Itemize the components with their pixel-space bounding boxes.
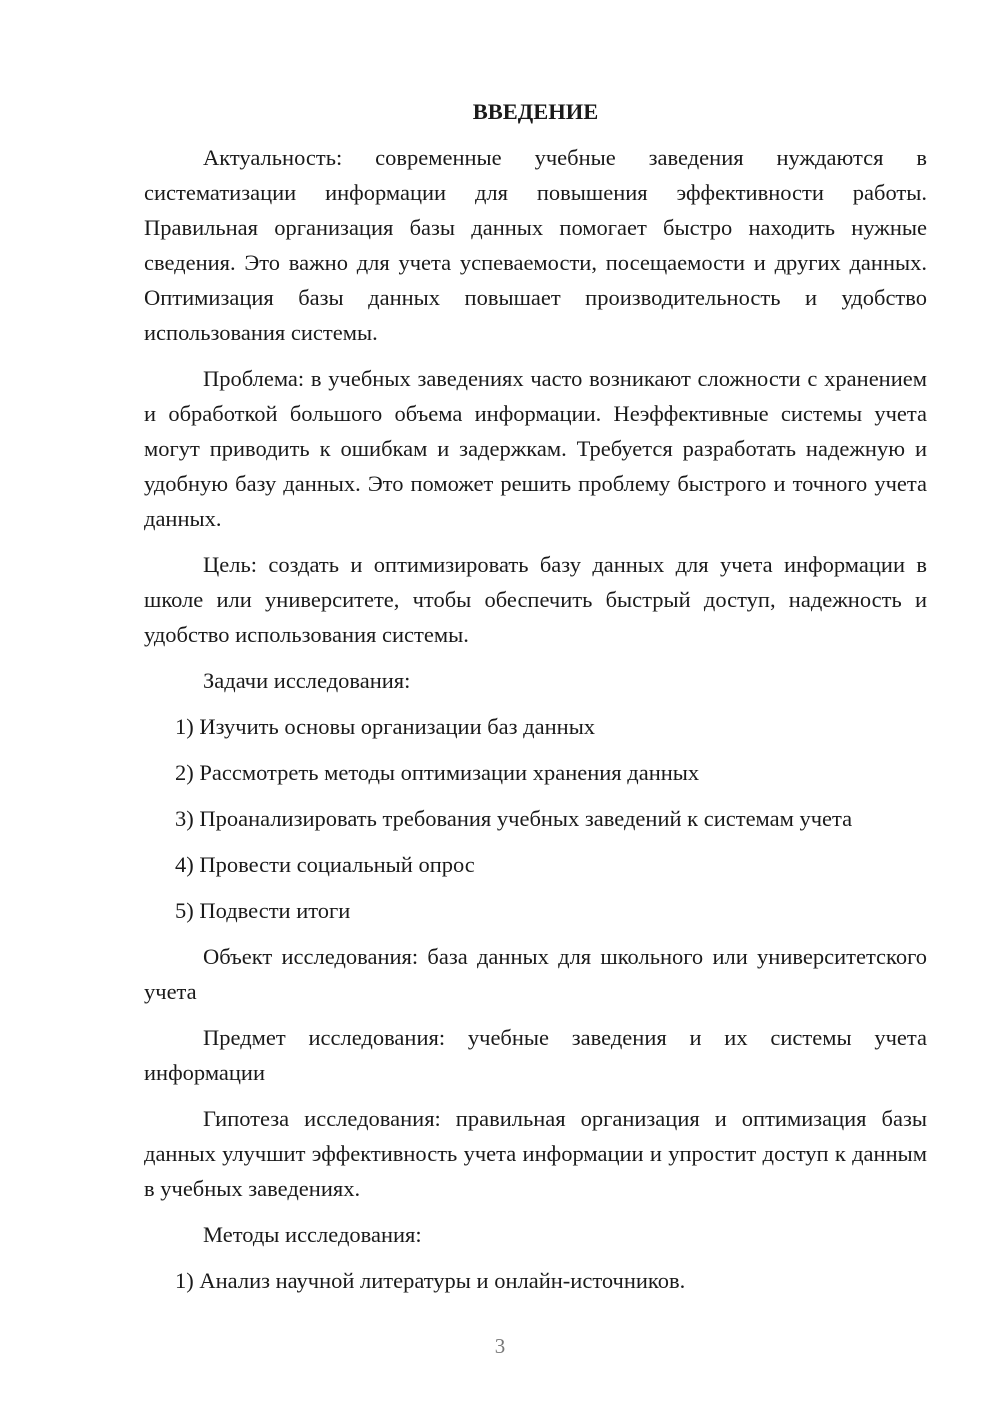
tasks-heading: Задачи исследования:	[203, 668, 411, 693]
methods-list	[144, 1263, 927, 1298]
task-item: 5) Подвести итоги	[175, 898, 351, 923]
subject-paragraph: Предмет исследования: учебные заведения и их системы учета информации	[144, 1025, 927, 1085]
object-paragraph: Объект исследования: база данных для школьного или университетского учета	[144, 944, 927, 1004]
hypothesis-paragraph: Гипотеза исследования: правильная организация и оптимизация базы данных улучшит эффективность учета информации и упростит доступ к данным в учебных заведениях.	[144, 1106, 927, 1201]
method-item: 1) Анализ научной литературы и онлайн-источников.	[175, 1268, 686, 1293]
task-item: 4) Провести социальный опрос	[175, 852, 475, 877]
relevance-paragraph: Актуальность: современные учебные заведения нуждаются в систематизации информации для повышения эффективности работы. Правильная организация базы данных помогает быстро находить нужные сведения. Это важно для учета успеваемости, посещаемости и других данных. Оптимизация базы данных повышает производительность и удобство использования системы.	[144, 145, 927, 345]
tasks-list	[144, 709, 927, 928]
task-item: 1) Изучить основы организации баз данных	[175, 714, 596, 739]
task-item: 2) Рассмотреть методы оптимизации хранения данных	[175, 760, 700, 785]
page-number: 3	[494, 1334, 506, 1358]
page-content	[144, 94, 927, 1309]
task-item: 3) Проанализировать требования учебных заведений к системам учета	[175, 806, 853, 831]
page-title: ВВЕДЕНИЕ	[472, 99, 599, 124]
methods-heading: Методы исследования:	[203, 1222, 422, 1247]
problem-paragraph: Проблема: в учебных заведениях часто возникают сложности с хранением и обработкой большого объема информации. Неэффективные системы учета могут приводить к ошибкам и задержкам. Требуется разработать надежную и удобную базу данных. Это поможет решить проблему быстрого и точного учета данных.	[144, 366, 927, 531]
goal-paragraph: Цель: создать и оптимизировать базу данных для учета информации в школе или университете, чтобы обеспечить быстрый доступ, надежность и удобство использования системы.	[144, 552, 927, 647]
